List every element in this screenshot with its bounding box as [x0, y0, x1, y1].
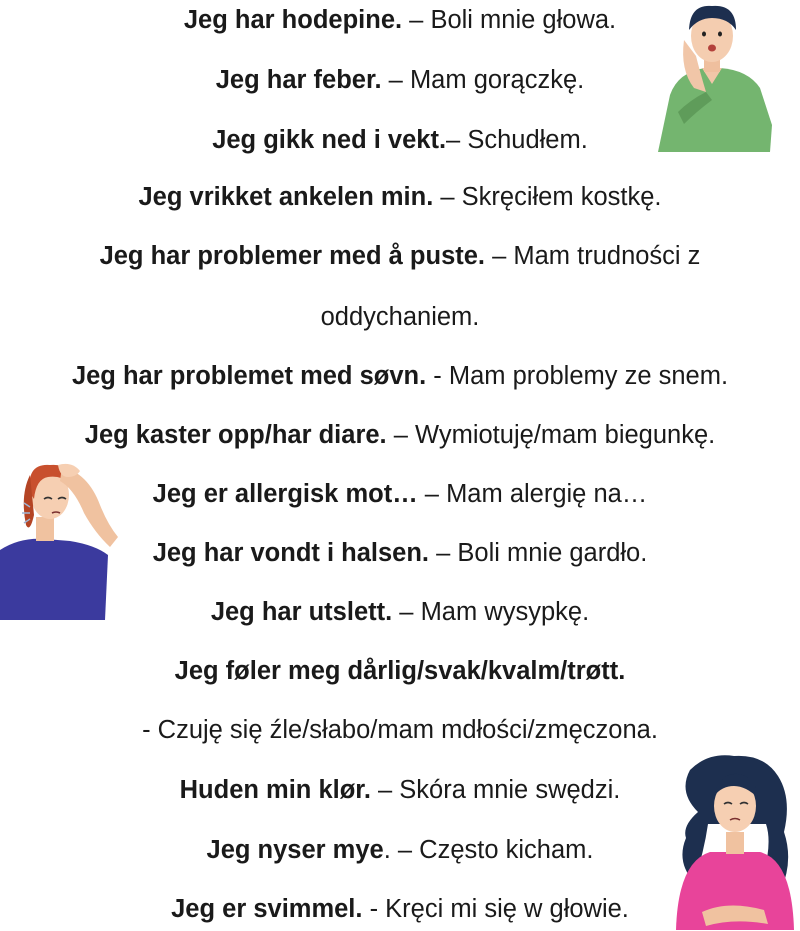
- norwegian-phrase: Jeg har hodepine.: [183, 6, 403, 34]
- separator: . –: [383, 836, 420, 864]
- separator: –: [429, 539, 458, 567]
- phrase-line: [0, 297, 800, 337]
- norwegian-phrase: Jeg nyser mye: [206, 836, 384, 864]
- polish-translation: Skręciłem kostkę.: [461, 183, 662, 211]
- norwegian-phrase: Jeg har feber.: [215, 66, 382, 94]
- norwegian-phrase: Jeg har problemer med å puste.: [99, 242, 486, 270]
- separator: –: [402, 6, 431, 34]
- norwegian-phrase: Jeg gikk ned i vekt.: [212, 126, 447, 154]
- polish-translation: Mam wysypkę.: [420, 598, 590, 626]
- sick-woman-icon: [668, 752, 800, 931]
- norwegian-phrase: Jeg har vondt i halsen.: [152, 539, 430, 567]
- headache-woman-icon: [0, 455, 125, 625]
- norwegian-phrase: Jeg har problemet med søvn.: [71, 362, 427, 390]
- phrase-line: [0, 236, 800, 276]
- phrase-line: [0, 415, 800, 455]
- polish-translation: Boli mnie głowa.: [430, 6, 617, 34]
- polish-translation: Czuję się źle/słabo/mam mdłości/zmęczona.: [157, 716, 658, 744]
- norwegian-phrase: Jeg er svimmel.: [171, 895, 363, 923]
- polish-translation: Schudłem.: [467, 126, 588, 154]
- separator: –: [446, 126, 468, 154]
- polish-translation: Mam gorączkę.: [409, 66, 585, 94]
- blue-shirt: [0, 539, 108, 620]
- separator: –: [370, 776, 400, 804]
- polish-translation: Wymiotuję/mam biegunkę.: [415, 421, 716, 449]
- separator: –: [381, 66, 410, 94]
- separator: –: [392, 598, 421, 626]
- norwegian-phrase: Jeg vrikket ankelen min.: [138, 183, 434, 211]
- separator: –: [386, 421, 415, 449]
- polish-translation: Mam trudności z: [513, 242, 701, 270]
- norwegian-phrase: Jeg er allergisk mot…: [152, 480, 418, 508]
- separator: –: [485, 242, 514, 270]
- norwegian-phrase: Jeg har utslett.: [210, 598, 393, 626]
- separator: -: [142, 716, 158, 744]
- polish-translation: Często kicham.: [419, 836, 594, 864]
- polish-translation: Kręci mi się w głowie.: [385, 895, 629, 923]
- norwegian-phrase: Huden min klør.: [179, 776, 371, 804]
- green-shirt: [658, 68, 772, 152]
- coughing-man-icon: [650, 0, 775, 155]
- separator: –: [433, 183, 462, 211]
- phrase-line: [0, 356, 800, 396]
- phrase-line: [0, 710, 800, 750]
- separator: –: [417, 480, 447, 508]
- polish-translation: Mam problemy ze snem.: [448, 362, 729, 390]
- polish-translation: oddychaniem.: [320, 303, 480, 331]
- norwegian-phrase: Jeg føler meg dårlig/svak/kvalm/trøtt.: [174, 657, 626, 685]
- polish-translation: Skóra mnie swędzi.: [399, 776, 621, 804]
- polish-translation: Boli mnie gardło.: [457, 539, 648, 567]
- separator: -: [362, 895, 386, 923]
- separator: -: [426, 362, 449, 390]
- phrase-line: [0, 651, 800, 691]
- norwegian-phrase: Jeg kaster opp/har diare.: [84, 421, 387, 449]
- polish-translation: Mam alergię na…: [446, 480, 648, 508]
- arm: [60, 467, 118, 547]
- phrase-line: [0, 177, 800, 217]
